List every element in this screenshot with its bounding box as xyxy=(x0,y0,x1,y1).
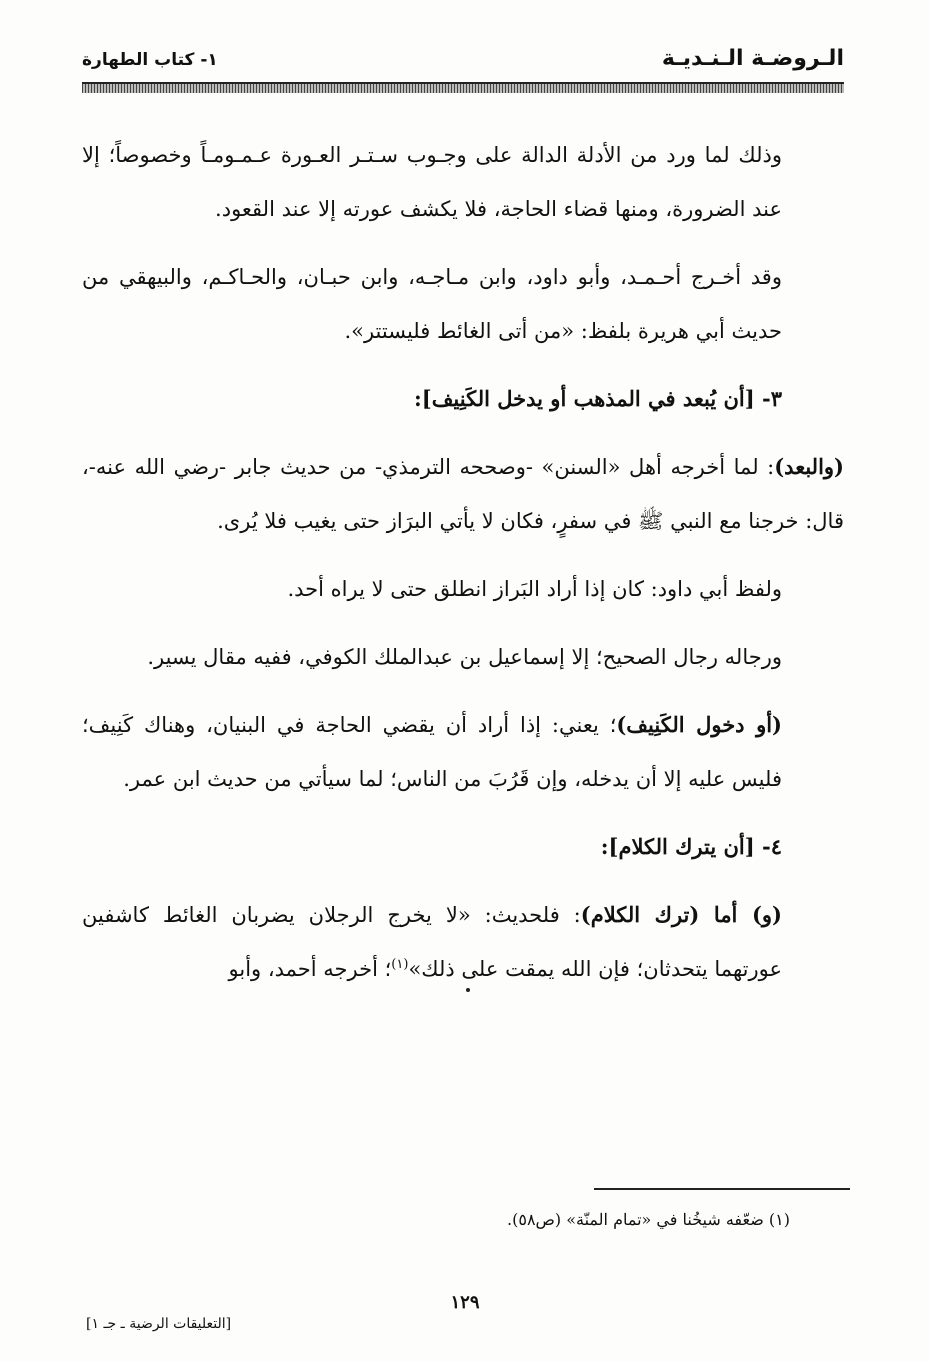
paragraph-7-lead: (و) أما (ترك الكلام) xyxy=(580,902,782,927)
header-rule xyxy=(82,82,844,93)
section-heading-3: ٣- [أن يُبعد في المذهب أو يدخل الكَنِيف]: xyxy=(414,386,782,411)
paragraph-6-text: ؛ يعني: إذا أراد أن يقضي الحاجة في البنيان، وهناك كَنِيف؛ فليس عليه إلا أن يدخله، وإن قَرُبَ من الناس؛ لما سيأتي من حديث ابن عمر. xyxy=(82,713,782,791)
paragraph-3 xyxy=(82,440,844,548)
stray-ink-dot xyxy=(466,988,470,992)
paragraph-7-text: : فلحديث: «لا يخرج الرجلان يضربان الغائط كاشفين عورتهما يتحدثان؛ فإن الله يمقت على ذلك» xyxy=(82,903,782,981)
footnote-ref: (١) xyxy=(391,957,409,972)
footnote: (١) ضعّفه شيخُنا في «تمام المنّة» (ص٥٨). xyxy=(507,1210,790,1229)
paragraph-3-text: : لما أخرجه أهل «السنن» -وصححه الترمذي- من حديث جابر -رضي الله عنه-، قال: خرجنا مع النبي ﷺ في سفرٍ، فكان لا يأتي البرَاز حتى يغيب فلا يُرى. xyxy=(82,455,844,533)
paragraph-3-lead: (والبعد) xyxy=(774,454,844,479)
footnote-rule xyxy=(594,1188,850,1190)
paragraph-7-tail: ؛ أخرجه أحمد، وأبو xyxy=(228,957,392,981)
paragraph-4: ولفظ أبي داود: كان إذا أراد البَراز انطلق حتى لا يراه أحد. xyxy=(287,577,782,601)
paragraph-5: ورجاله رجال الصحيح؛ إلا إسماعيل بن عبدالملك الكوفي، ففيه مقال يسير. xyxy=(147,645,782,669)
paragraph-6 xyxy=(82,698,844,806)
paragraph-1: وذلك لما ورد من الأدلة الدالة على وجـوب سـتـر العـورة عـمـومـاً وخصوصاً؛ إلا عند الضرورة، ومنها قضاء الحاجة، فلا يكشف عورته إلا عند القعود. xyxy=(82,143,782,221)
paragraph-7 xyxy=(82,888,844,996)
paragraph-6-lead: (أو دخول الكَنِيف) xyxy=(616,712,782,737)
chapter-title: ١- كتاب الطهارة xyxy=(82,50,218,70)
page-number: ١٢٩ xyxy=(450,1292,480,1313)
section-heading-4: ٤- [أن يترك الكلام]: xyxy=(600,834,782,859)
page-body xyxy=(82,128,844,996)
paragraph-2: وقد أخـرج أحـمـد، وأبو داود، وابن مـاجـه، وابن حبـان، والحـاكـم، والبيهقي من حديث أبي هريرة بلفظ: «من أتى الغائط فليستتر». xyxy=(82,265,782,343)
footer-signature: [التعليقات الرضية ـ جـ ١] xyxy=(86,1316,232,1332)
book-title: الـروضـة الـنـديـة xyxy=(661,46,844,71)
